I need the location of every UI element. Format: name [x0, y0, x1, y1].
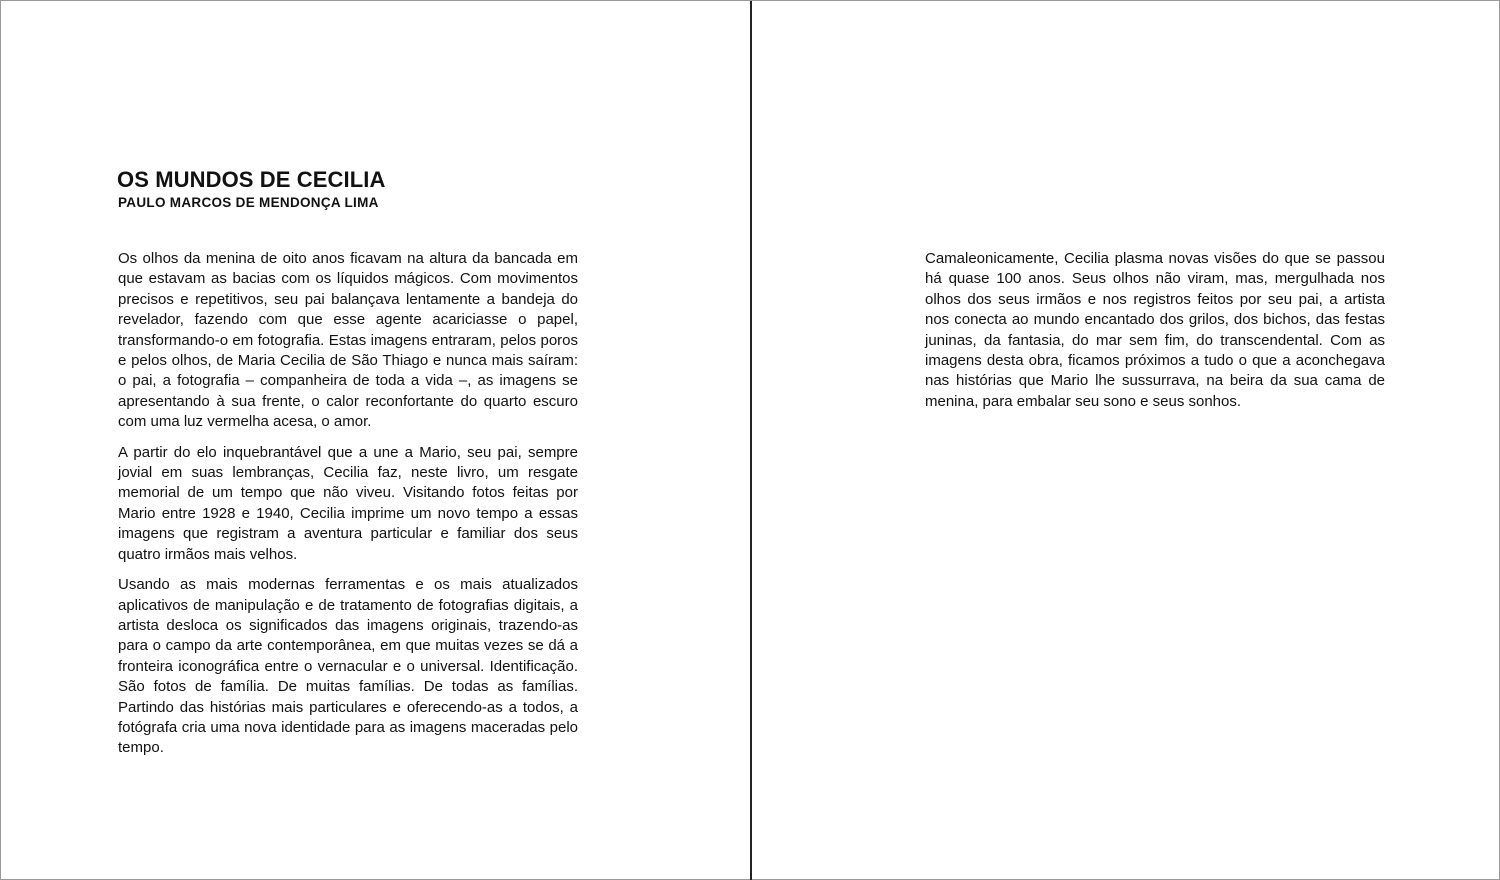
paragraph-3: Usando as mais modernas ferramentas e os mais atualizados aplicativos de manipulação e de tratamento de fotografias digitais, a artista desloca os significados das imagens originais, trazendo-as para o campo da arte contemporânea, em que muitas vezes se dá a fronteira iconográfica entre o vernacular e o universal. Identificação. São fotos de família. De muitas famílias. De todas as famílias. Partindo das histórias mais particulares e oferecendo-as a todos, a fotógrafa cria uma nova identidade para as imagens maceradas pelo tempo. [118, 576, 578, 757]
author-name: PAULO MARCOS DE MENDONÇA LIMA [118, 195, 379, 210]
right-page-body [925, 249, 1385, 422]
paragraph-1: Os olhos da menina de oito anos ficavam na altura da bancada em que estavam as bacias com os líquidos mágicos. Com movimentos precisos e repetitivos, seu pai balançava lentamente a bandeja do revelador, fazendo com que esse agente acariciasse o papel, transformando-o em fotografia. Estas imagens entraram, pelos poros e pelos olhos, de Maria Cecilia de São Thiago e nunca mais saíram: o pai, a fotografia – companheira de toda a vida –, as imagens se apresentando à sua frente, o calor reconfortante do quarto escuro com uma luz vermelha acesa, o amor. [118, 250, 578, 431]
left-page [1, 1, 750, 880]
paragraph-2: A partir do elo inquebrantável que a une a Mario, seu pai, sempre jovial em suas lembranças, Cecilia faz, neste livro, um resgate memorial de um tempo que não viveu. Visitando fotos feitas por Mario entre 1928 e 1940, Cecilia imprime um novo tempo a essas imagens que registram a aventura particular e familiar dos seus quatro irmãos mais velhos. [118, 443, 578, 563]
paragraph-4: Camaleonicamente, Cecilia plasma novas visões do que se passou há quase 100 anos. Seus olhos não viram, mas, mergulhada nos olhos dos seus irmãos e nos registros feitos por seu pai, a artista nos conecta ao mundo encantado dos grilos, dos bichos, das festas juninas, da fantasia, do mar sem fim, do transcendental. Com as imagens desta obra, ficamos próximos a tudo o que a aconchegava nas histórias que Mario lhe sussurrava, na beira da sua cama de menina, para embalar seu sono e seus sonhos. [925, 250, 1385, 410]
chapter-title: OS MUNDOS DE CECILIA [117, 167, 386, 192]
left-page-body [118, 249, 578, 769]
right-page [752, 1, 1500, 880]
